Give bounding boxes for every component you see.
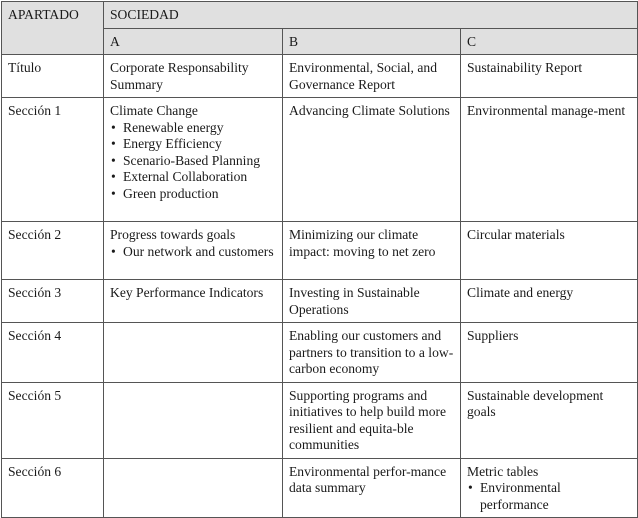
table-row [2,323,638,383]
cell-a [104,382,283,458]
apartado-header: APARTADO [2,2,104,55]
cell-a [104,98,283,222]
sociedad-comparison-table [1,1,638,518]
cell-b: Supporting programs and initiatives to help build more resilient and equita-ble communities [283,382,461,458]
row-label: Título [2,55,104,98]
row-label: Sección 2 [2,222,104,280]
bullet-list [110,244,276,261]
column-a-header: A [104,28,283,55]
row-label: Sección 5 [2,382,104,458]
cell-b: Environmental, Social, and Governance Report [283,55,461,98]
cell-b: Environmental perfor-mance data summary [283,458,461,518]
cell-b: Advancing Climate Solutions [283,98,461,222]
list-item: • Environmental performance [467,480,631,513]
header-row-1 [2,2,638,29]
cell-a [104,458,283,518]
column-b-header: B [283,28,461,55]
row-label: Sección 4 [2,323,104,383]
cell-c-title: Metric tables [467,463,539,479]
list-item: • External Collaboration [110,169,276,186]
table-row [2,222,638,280]
cell-a: Corporate Responsability Summary [104,55,283,98]
cell-c: Circular materials [461,222,638,280]
cell-c: Suppliers [461,323,638,383]
table-row [2,55,638,98]
cell-a-title: Climate Change [110,103,198,118]
table-row [2,280,638,323]
bullet-list [110,120,276,203]
cell-c: Sustainability Report [461,55,638,98]
list-item: • Energy Efficiency [110,136,276,153]
cell-a-title: Progress towards goals [110,227,236,242]
list-item: • Green production [110,186,276,203]
table-row [2,458,638,518]
cell-b: Enabling our customers and partners to transition to a low-carbon economy [283,323,461,383]
cell-b: Investing in Sustainable Operations [283,280,461,323]
column-c-header: C [461,28,638,55]
cell-a: Key Performance Indicators [104,280,283,323]
table-row [2,98,638,222]
table-row [2,382,638,458]
cell-a [104,222,283,280]
row-label: Sección 1 [2,98,104,222]
list-item: • Scenario-Based Planning [110,153,276,170]
row-label: Sección 6 [2,458,104,518]
sociedad-header: SOCIEDAD [104,2,638,29]
list-item: • Renewable energy [110,120,276,137]
cell-c: Environmental manage-ment [461,98,638,222]
cell-a [104,323,283,383]
cell-c [461,458,638,518]
cell-c: Climate and energy [461,280,638,323]
row-label: Sección 3 [2,280,104,323]
list-item: • Our network and customers [110,244,276,261]
cell-c: Sustainable development goals [461,382,638,458]
bullet-list [467,480,631,513]
cell-b: Minimizing our climate impact: moving to net zero [283,222,461,280]
